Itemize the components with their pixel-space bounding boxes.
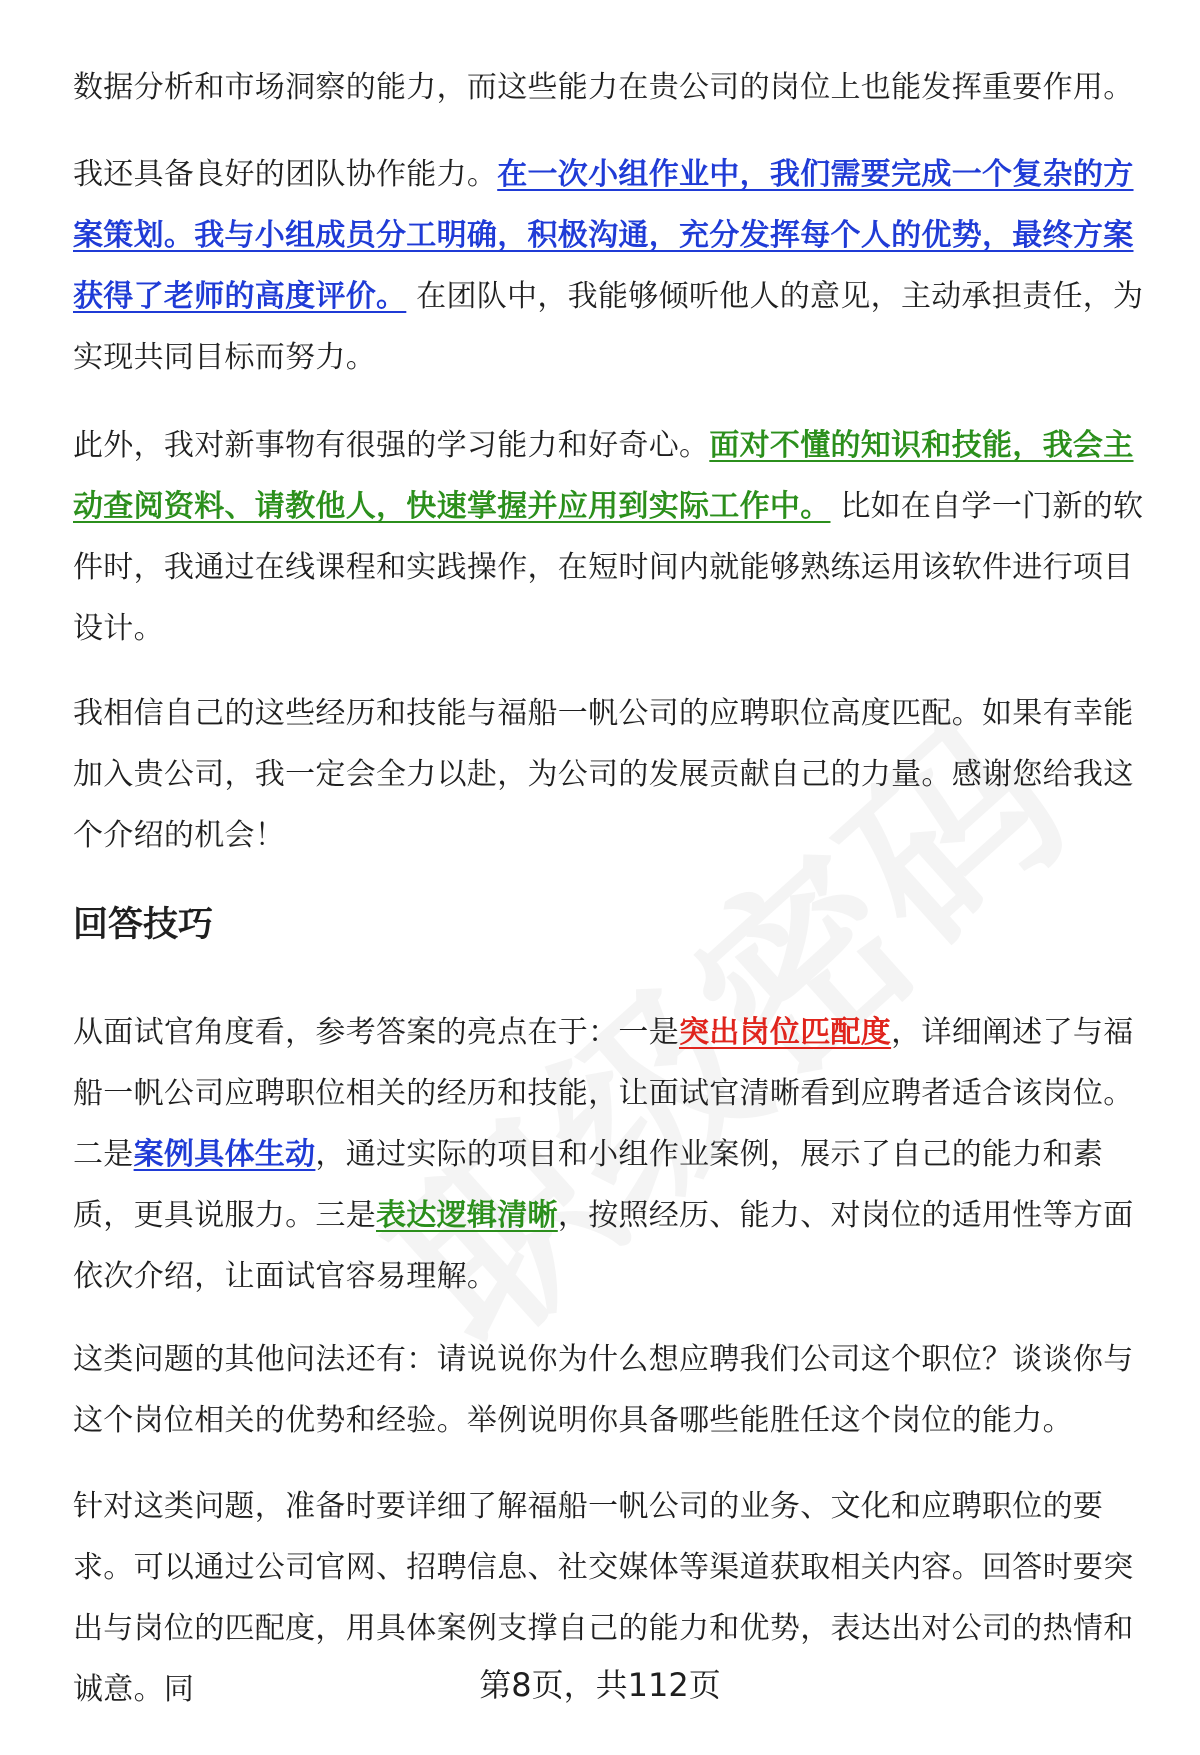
paragraph-preparation: 针对这类问题，准备时要详细了解福船一帆公司的业务、文化和应聘职位的要求。可以通过公司官网、招聘信息、社交媒体等渠道获取相关内容。回答时要突出与岗位的匹配度，用具体案例支撑自己的能力和优势，表达出对公司的热情和诚意。同 bbox=[73, 1489, 1134, 1707]
section-heading: 回答技巧 bbox=[73, 905, 214, 945]
paragraph-other-questions: 这类问题的其他问法还有：请说说你为什么想应聘我们公司这个职位？谈谈你与这个岗位相关的优势和经验。举例说明你具备哪些能胜任这个岗位的能力。 bbox=[73, 1342, 1134, 1438]
page-number: 第8页，共112页 bbox=[479, 1666, 721, 1704]
highlights-text-1: 从面试官角度看，参考答案的亮点在于：一是 bbox=[73, 1015, 679, 1050]
highlight-job-match: 突出岗位匹配度 bbox=[679, 1015, 892, 1050]
paragraph-conclusion: 我相信自己的这些经历和技能与福船一帆公司的应聘职位高度匹配。如果有幸能加入贵公司，我一定会全力以赴，为公司的发展贡献自己的力量。感谢您给我这个介绍的机会！ bbox=[73, 696, 1134, 853]
teamwork-intro: 我还具备良好的团队协作能力。 bbox=[73, 157, 498, 192]
learning-intro: 此外，我对新事物有很强的学习能力和好奇心。 bbox=[73, 428, 710, 463]
teamwork-highlight: 在一次小组作业中，我们需要完成一个复杂的方案策划。我与小组成员分工明确，积极沟通，充分发挥每个人的优势，最终方案获得了老师的高度评价。 bbox=[73, 157, 1134, 314]
paragraph-teamwork bbox=[73, 144, 1153, 388]
learning-highlight: 面对不懂的知识和技能，我会主动查阅资料、请教他人，快速掌握并应用到实际工作中。 bbox=[73, 428, 1134, 524]
highlights-text-3: ，通过实际的项目和小组作业案例，展示了自己的能力和素质，更具说服力。三是 bbox=[73, 1137, 1104, 1233]
learning-rest: 比如在自学一门新的软件时，我通过在线课程和实践操作，在短时间内就能够熟练运用该软件进行项目设计。 bbox=[73, 489, 1144, 646]
highlights-text-4: ，按照经历、能力、对岗位的适用性等方面依次介绍，让面试官容易理解。 bbox=[73, 1198, 1134, 1294]
paragraph-highlights bbox=[73, 1002, 1153, 1307]
teamwork-rest: 在团队中，我能够倾听他人的意见，主动承担责任，为实现共同目标而努力。 bbox=[73, 279, 1144, 375]
paragraph-analysis: 数据分析和市场洞察的能力，而这些能力在贵公司的岗位上也能发挥重要作用。 bbox=[73, 70, 1134, 105]
paragraph-learning bbox=[73, 415, 1153, 659]
highlight-vivid-cases: 案例具体生动 bbox=[133, 1137, 316, 1172]
highlight-clear-logic: 表达逻辑清晰 bbox=[376, 1198, 558, 1233]
highlights-text-2: ，详细阐述了与福船一帆公司应聘职位相关的经历和技能，让面试官清晰看到应聘者适合该岗位。二是 bbox=[73, 1015, 1134, 1172]
